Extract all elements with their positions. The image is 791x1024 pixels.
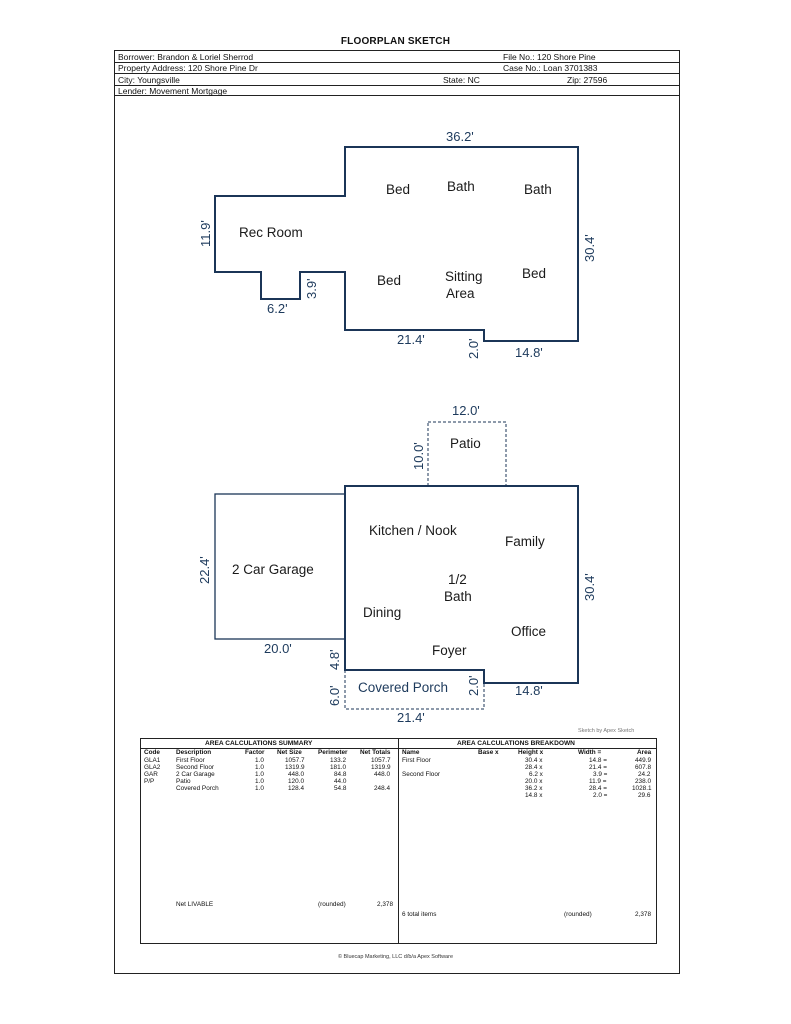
dim-second-bottom-left: 21.4'	[397, 332, 425, 347]
room-bed-lower: Bed	[377, 273, 402, 288]
summary-header-net-size: Net Size	[277, 749, 302, 756]
dim-second-top: 36.2'	[446, 129, 474, 144]
dim-first-bottom-right: 14.8'	[515, 683, 543, 698]
summary-description: First Floor	[176, 757, 205, 764]
breakdown-footer-rounded: (rounded)	[564, 911, 592, 918]
room-kitchen: Kitchen / Nook	[369, 523, 457, 538]
property-address-field: Property Address: 120 Shore Pine Dr	[118, 63, 258, 73]
sketch-credit: Sketch by Apex Sketch	[578, 728, 635, 734]
breakdown-area: 607.8	[635, 764, 651, 771]
breakdown-header-name: Name	[402, 749, 420, 756]
breakdown-height: 14.8 x	[525, 792, 543, 799]
dim-garage-w: 20.0'	[264, 641, 292, 656]
summary-header-factor: Factor	[245, 749, 265, 756]
room-bed-top: Bed	[386, 182, 411, 197]
summary-footer-label: Net LIVABLE	[176, 901, 214, 908]
summary-description: Second Floor	[176, 764, 215, 771]
breakdown-width: 21.4 =	[589, 764, 607, 771]
dim-patio-h: 10.0'	[411, 442, 426, 470]
dim-second-right: 30.4'	[582, 234, 597, 262]
summary-factor: 1.0	[255, 771, 264, 778]
dim-second-notch-h: 3.9'	[304, 278, 319, 299]
breakdown-width: 11.9 =	[589, 778, 607, 785]
breakdown-width: 14.8 =	[589, 757, 607, 764]
summary-net-totals: 448.0	[374, 771, 390, 778]
summary-net-size: 120.0	[288, 778, 304, 785]
dim-first-bottom: 21.4'	[397, 710, 425, 725]
borrower-field: Borrower: Brandon & Loriel Sherrod	[118, 51, 254, 62]
summary-perimeter: 54.8	[334, 785, 347, 792]
breakdown-height: 6.2 x	[529, 771, 543, 778]
summary-perimeter: 84.8	[334, 771, 347, 778]
breakdown-area: 1028.1	[632, 785, 652, 792]
calc-divider	[398, 739, 399, 943]
dim-second-step: 2.0'	[466, 338, 481, 359]
room-sitting-line1: Sitting	[445, 269, 483, 284]
state-field: State: NC	[443, 74, 480, 85]
summary-code: P/P	[144, 778, 155, 785]
summary-net-totals: 248.4	[374, 785, 390, 792]
zip-field: Zip: 27596	[567, 74, 608, 85]
room-patio: Patio	[450, 436, 481, 451]
case-no-field: Case No.: Loan 3701383	[503, 63, 598, 73]
summary-header-net-totals: Net Totals	[360, 749, 391, 756]
room-foyer: Foyer	[432, 643, 467, 658]
patio-outline	[428, 422, 506, 486]
room-office: Office	[511, 624, 547, 639]
summary-footer-total: 2,378	[377, 901, 393, 908]
breakdown-name: Second Floor	[402, 771, 441, 778]
summary-header-perimeter: Perimeter	[318, 749, 348, 756]
dim-first-step: 2.0'	[466, 675, 481, 696]
breakdown-footer-label: 6 total items	[402, 911, 437, 918]
breakdown-header-height: Height x	[518, 749, 544, 756]
room-half-bath-line2: Bath	[444, 589, 472, 604]
file-no-field: File No.: 120 Shore Pine	[503, 51, 596, 62]
room-family: Family	[505, 534, 545, 549]
dim-porch-h-lower: 6.0'	[327, 685, 342, 706]
summary-net-size: 128.4	[288, 785, 304, 792]
breakdown-header-area: Area	[637, 749, 652, 756]
lender-field: Lender: Movement Mortgage	[118, 86, 228, 96]
room-dining: Dining	[363, 605, 402, 620]
summary-net-totals: 1319.9	[371, 764, 391, 771]
summary-net-totals: 1057.7	[371, 757, 391, 764]
summary-perimeter: 133.2	[330, 757, 346, 764]
dim-second-bottom-right: 14.8'	[515, 345, 543, 360]
summary-header-description: Description	[176, 749, 212, 756]
summary-header-code: Code	[144, 749, 160, 756]
page-title: FLOORPLAN SKETCH	[340, 36, 451, 47]
copyright-notice: © Bluecap Marketing, LLC d/b/a Apex Software	[337, 954, 454, 960]
room-half-bath-line1: 1/2	[448, 572, 467, 587]
room-rec-room: Rec Room	[239, 225, 303, 240]
breakdown-footer-total: 2,378	[635, 911, 651, 918]
summary-net-size: 448.0	[288, 771, 304, 778]
room-bath-center: Bath	[447, 179, 475, 194]
area-calculations-table	[140, 738, 657, 944]
summary-description: 2 Car Garage	[176, 771, 215, 778]
dim-first-right: 30.4'	[582, 573, 597, 601]
breakdown-height: 30.4 x	[525, 757, 543, 764]
breakdown-title: AREA CALCULATIONS BREAKDOWN	[457, 740, 575, 747]
dim-patio-w: 12.0'	[452, 403, 480, 418]
summary-factor: 1.0	[255, 757, 264, 764]
summary-code: GLA2	[144, 764, 161, 771]
summary-code: GAR	[144, 771, 158, 778]
dim-second-notch-w: 6.2'	[267, 301, 288, 316]
breakdown-height: 36.2 x	[525, 785, 543, 792]
summary-net-size: 1319.9	[285, 764, 305, 771]
summary-net-size: 1057.7	[285, 757, 305, 764]
summary-perimeter: 181.0	[330, 764, 346, 771]
room-sitting-line2: Area	[446, 286, 475, 301]
breakdown-header-base: Base x	[478, 749, 499, 756]
breakdown-area: 238.0	[635, 778, 651, 785]
breakdown-area: 449.9	[635, 757, 651, 764]
breakdown-name: First Floor	[402, 757, 431, 764]
breakdown-height: 28.4 x	[525, 764, 543, 771]
breakdown-area: 29.6	[638, 792, 651, 799]
summary-factor: 1.0	[255, 785, 264, 792]
city-field: City: Youngsville	[118, 74, 180, 85]
room-bath-right: Bath	[524, 182, 552, 197]
dim-second-left: 11.9'	[198, 220, 213, 247]
room-covered-porch: Covered Porch	[358, 680, 449, 695]
breakdown-width: 28.4 =	[589, 785, 607, 792]
breakdown-area: 24.2	[638, 771, 651, 778]
room-bed-right: Bed	[522, 266, 547, 281]
summary-footer-rounded: (rounded)	[318, 901, 346, 908]
summary-perimeter: 44.0	[334, 778, 347, 785]
summary-code: GLA1	[144, 757, 161, 764]
dim-porch-h-upper: 4.8'	[327, 649, 342, 670]
summary-factor: 1.0	[255, 764, 264, 771]
summary-title: AREA CALCULATIONS SUMMARY	[205, 740, 313, 747]
summary-factor: 1.0	[255, 778, 264, 785]
dim-garage-h: 22.4'	[197, 556, 212, 584]
breakdown-width: 3.9 =	[593, 771, 608, 778]
breakdown-header-width: Width =	[578, 749, 602, 756]
breakdown-height: 20.0 x	[525, 778, 543, 785]
summary-description: Patio	[176, 778, 191, 785]
summary-description: Covered Porch	[176, 785, 219, 792]
room-garage: 2 Car Garage	[232, 562, 314, 577]
breakdown-width: 2.0 =	[593, 792, 608, 799]
